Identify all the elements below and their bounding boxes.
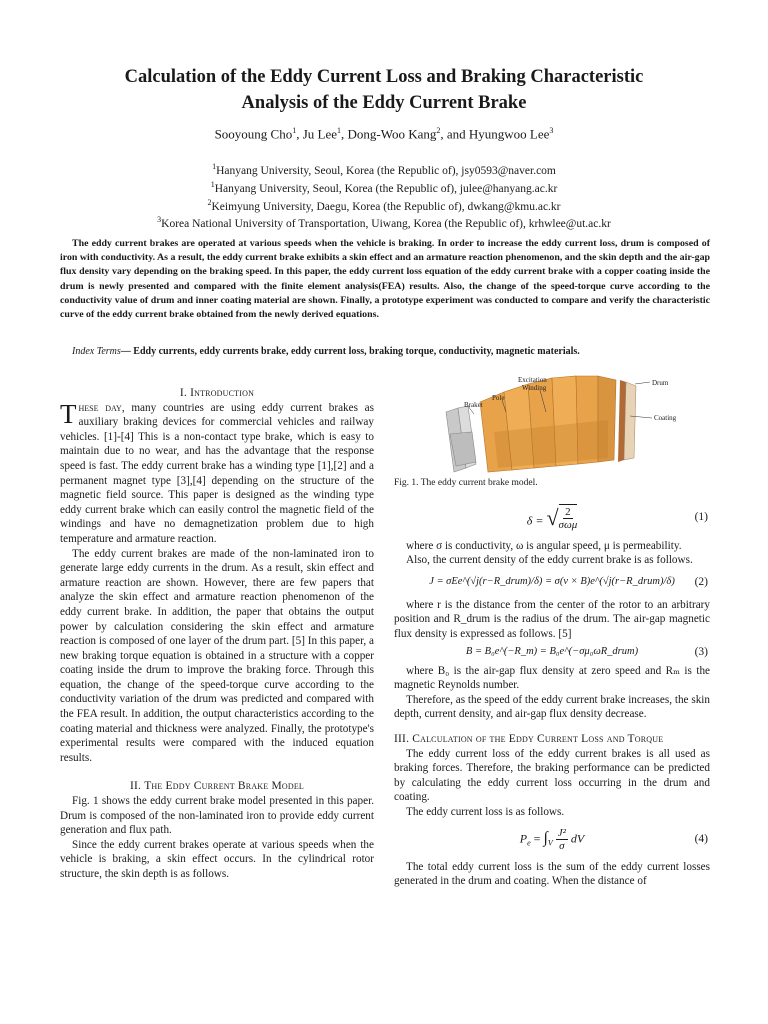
paragraph: The eddy current loss of the eddy current brakes is all used as braking forces. Therefore, the braking performance can be predicted by calculating the eddy current loss occurring in the drum and coating. [394,747,710,804]
affiliation-text: Keimyung University, Daegu, Korea (the Republic of), dwkang@kmu.ac.kr [211,200,561,213]
affiliation [60,213,708,231]
section-title: Introduction [190,387,255,399]
label-excitation: Excitation [518,376,547,384]
author-sup: 1 [337,126,342,135]
equation-number: (2) [694,576,708,589]
equation-2 [394,568,710,598]
equation-3 [394,642,710,664]
drop-cap: T [60,398,77,429]
figure-1 [394,372,710,476]
equation-number: (1) [694,511,708,524]
right-column [394,372,710,889]
eq1-denominator: σωμ [558,519,578,532]
paragraph-text: , many countries are using eddy current brakes as auxiliary braking devices for commercial vehicles and railway vehicles. [1]-[4] This is a non-contact type brake, which is easy to maintain due to no wear, and has the advantage that the response speed is fast. The eddy current brake has a winding type [1],[2] and a permanent magnet type [3],[4] depending on the structure of the magnetic field source. This paper is designed as the winding type eddy current brake which can easily control the magnetic field of the windings and have no demagnetization problem due to high temperature and armature reaction. [60,401,374,545]
label-pole: Pole [492,394,505,402]
affiliation-text: Korea National University of Transportation, Uiwang, Korea (the Republic of), krhwlee@ut.ac.kr [161,218,611,231]
eq4-lhs: P [519,831,528,846]
section-heading [394,732,710,747]
author-name: Sooyoung Cho [214,126,293,142]
paragraph: Fig. 1 shows the eddy current brake model presented in this paper. Drum is composed of the non-laminated iron to provide eddy current generation and flux path. [60,795,374,837]
title-line-1: Calculation of the Eddy Current Loss and Braking Characteristic [124,67,644,87]
section-title: The Eddy Current Brake Model [144,780,305,793]
figure-caption: Fig. 1. The eddy current brake model. [394,478,538,488]
eq4-integral: ∫ [543,829,548,847]
paragraph: The eddy current loss is as follows. [406,805,565,818]
affiliation-sup: 1 [210,179,215,189]
paragraph: Since the eddy current brakes operate at various speeds when the vehicle is braking, a skin effect occurs. In the cylindrical rotor structure, the skin depth is as follows. [60,838,374,880]
affiliation-sup: 1 [212,162,217,171]
section-title: Calculation of the Eddy Current Loss and Torque [412,732,664,745]
eq4-integral-sub: V [547,838,553,848]
author-list: Sooyoung Cho$^1$, Ju Lee$^1$, Dong-Woo Kang$^2$, and Hyungwoo Lee$^3$ [214,126,554,142]
author-sup: 3 [549,126,554,135]
affiliation-text: Hanyang University, Seoul, Korea (the Republic of), julee@hanyang.ac.kr [214,182,558,195]
eq4-sub: e [527,838,531,848]
lead-in: hese day [78,401,122,414]
affiliation [60,178,708,196]
label-drum: Drum [652,379,669,387]
affiliation-list [60,160,708,231]
label-winding: Winding [522,384,547,392]
paper-title [60,64,708,116]
index-terms-label: Index Terms [72,346,121,357]
author-name: Ju Lee [302,126,338,142]
affiliation-text: Hanyang University, Seoul, Korea (the Republic of), jsy0593@naver.com [216,164,556,177]
paragraph: The total eddy current loss is the sum of the eddy current losses generated in the drum and coating. When the distance of [394,860,710,888]
label-braket: Braket [464,401,483,409]
index-terms-text: Eddy currents, eddy currents brake, eddy current loss, braking torque, conductivity, magnetic materials. [133,346,580,357]
equation-1: δ = √ $\frac{2}{\text{σωμ}}$ (1) [526,504,708,532]
title-line-2: Analysis of the Eddy Current Brake [241,93,527,113]
section-number: III. [394,732,410,745]
affiliation [60,160,708,178]
eq3-body: B = B₀e^(−R_m) = B₀e^(−σμ₀ωR_drum) [465,646,639,658]
affiliation [60,196,708,214]
label-coating: Coating [654,414,677,422]
index-terms: Index Terms— Eddy currents, eddy currents brake, eddy current loss, braking torque, conductivity, magnetic materials. [72,346,580,357]
paragraph: Also, the current density of the eddy current brake is as follows. [406,554,693,567]
paragraph [60,398,374,547]
affiliation-sup: 2 [207,197,212,207]
section-number: I. [179,387,187,399]
author-sup: 2 [436,126,441,135]
paragraph: where σ is conductivity, ω is angular speed, μ is permeability. [406,539,682,552]
left-column [60,386,374,882]
eq4-denominator: σ [559,840,565,852]
paragraph: Therefore, as the speed of the eddy current brake increases, the skin depth, current density, and air-gap flux density decrease. [394,693,710,721]
abstract: The eddy current brakes are operated at various speeds when the vehicle is braking. In order to increase the eddy current loss, drum is composed of iron with conductivity. As a result, the eddy current brake exhibits a skin effect and an armature reaction phenomenon, and the skin depth and the air-gap flux density vary depending on the braking speed. In this paper, the eddy current loss equation of the eddy current brake with a copper coating inside the drum is newly presented and compared with the finite element analysis(FEA) results. Also, the change of the speed-torque curve according to the conductivity value of drum and inner coating material are shown. Finally, a prototype experiment was conducted to compare and verify the characteristic curve of the eddy current brake obtained from the newly derived equations. [60,238,710,321]
eq4-equals: = [533,831,541,846]
eq2-body: J = σEe^(√j(r−R_drum)/δ) = σ(v × B)e^(√j(r−R_drum)/δ) [429,576,675,588]
paragraph: The eddy current brakes are made of the non-laminated iron to generate large eddy currents in the drum. As a result, skin effect and armature reaction are shown. However, there are few papers that analyze the skin effect and armature reaction phenomenon of the eddy current brake. In addition, the paper that obtains the output power by calculation considering the skin effect and armature reaction is composed of one layer of the drum part. [5] In this paper, a new braking torque equation is obtained in a structure with a copper coating inside the drum to improve the braking force. Through this equation, the change of the speed-torque curve according to the conductivity variation of the drum was predicted and compared with the FEA result. In addition, the output characteristics according to the coating material and thickness were analyzed. Finally, the prototype's experimental results were compared with the induced equation results. [60,547,374,764]
eq1-numerator: 2 [565,506,571,519]
eq1-lhs: δ = [526,513,544,528]
affiliation-sup: 3 [157,215,162,225]
paragraph: where r is the distance from the center of the rotor to an arbitrary position and R_drum is the radius of the drum. The air-gap magnetic flux density is expressed as follows. [5] [394,598,710,640]
section-heading [60,386,374,401]
section-number: II. [129,780,142,793]
author-sup: 1 [292,126,297,135]
section-heading [60,779,374,794]
eddy-brake-illustration [394,372,710,476]
author-name: Dong-Woo Kang [347,126,437,142]
paragraph: where B₀ is the air-gap flux density at zero speed and Rₘ is the magnetic Reynolds number. [394,664,710,692]
eq4-dv: dV [570,831,585,846]
author-name: Hyungwoo Lee [468,126,550,142]
equation-number: (4) [694,833,708,846]
equation-4 [394,820,710,860]
equation-number: (3) [694,646,708,659]
eq4-numerator: J² [557,827,566,839]
